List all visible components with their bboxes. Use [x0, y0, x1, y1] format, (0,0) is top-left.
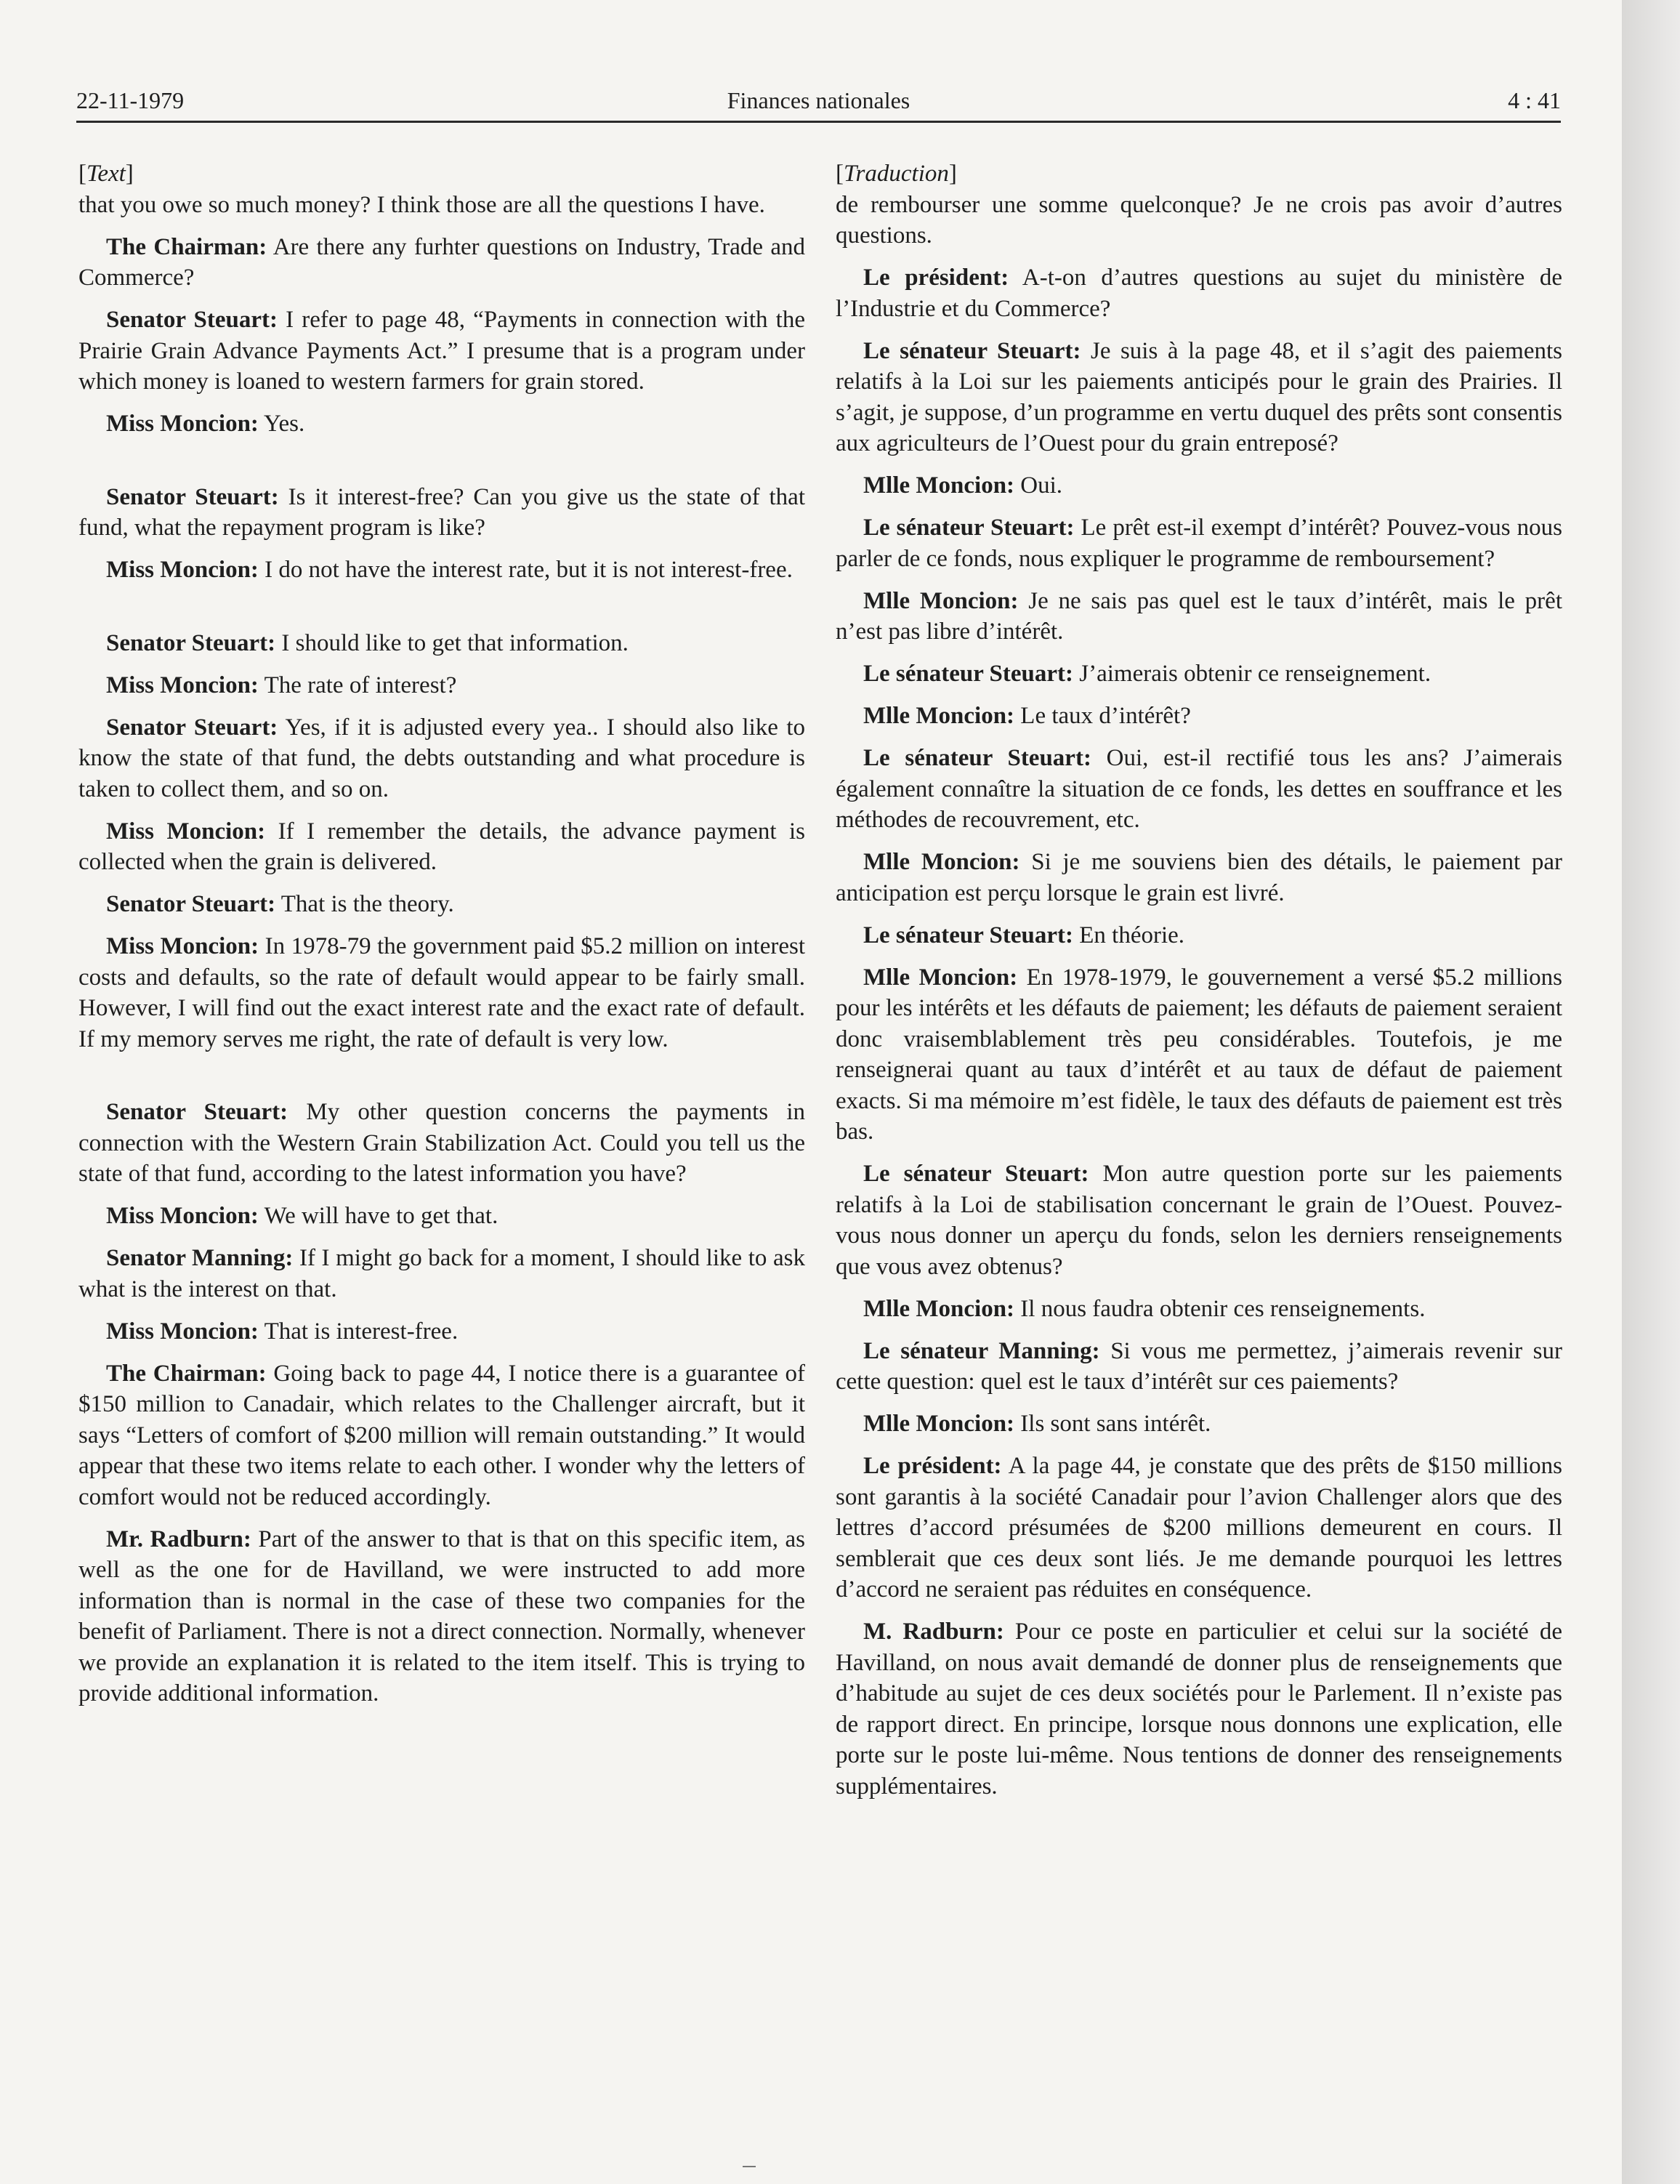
- speaker-name: Mlle Moncion:: [863, 703, 1015, 729]
- paragraph-text: Oui.: [1014, 472, 1063, 499]
- french-paragraph: [836, 1294, 1562, 1325]
- paragraph-text: My other question concerns the payments in connection with the Western Grain Stabilization Act. Could you tell us the state of that fund, according to the latest information you have?: [78, 1099, 805, 1187]
- speaker-name: Miss Moncion:: [106, 818, 266, 845]
- paragraph-text: If I might go back for a moment, I should like to ask what is the interest on that.: [78, 1245, 806, 1302]
- speaker-name: Senator Steuart:: [106, 891, 276, 917]
- french-paragraph: [836, 701, 1562, 732]
- paragraph-text: Le taux d’intérêt?: [1014, 703, 1191, 729]
- french-column: [836, 158, 1562, 1813]
- english-paragraph: [78, 931, 805, 1055]
- speaker-name: Miss Moncion:: [106, 933, 259, 959]
- french-paragraph: [836, 262, 1562, 324]
- speaker-name: Miss Moncion:: [106, 672, 259, 698]
- french-paragraph: [836, 962, 1562, 1148]
- header-page-number: 4 : 41: [1508, 87, 1561, 113]
- paragraph-text: I should like to get that information.: [275, 629, 629, 656]
- speaker-name: Le président:: [863, 265, 1009, 291]
- french-paragraph: [836, 1159, 1562, 1282]
- english-column: [78, 158, 805, 1720]
- english-paragraph: [78, 408, 805, 440]
- paragraph-text: That is the theory.: [275, 891, 454, 917]
- paragraph-text: Il nous faudra obtenir ces renseignements.: [1014, 1295, 1426, 1322]
- speaker-name: The Chairman:: [106, 233, 267, 260]
- english-paragraph: [78, 555, 805, 586]
- french-paragraph: [836, 847, 1562, 908]
- french-paragraph: [836, 743, 1562, 836]
- french-paragraph: [836, 190, 1562, 251]
- speaker-name: Mr. Radburn:: [106, 1526, 251, 1552]
- speaker-name: Le sénateur Steuart:: [863, 661, 1074, 687]
- speaker-name: Mlle Moncion:: [863, 1295, 1015, 1322]
- paragraph-text: That is interest-free.: [258, 1318, 459, 1345]
- speaker-name: Senator Steuart:: [106, 483, 279, 510]
- english-paragraph: [78, 482, 805, 544]
- speaker-name: Le sénateur Steuart:: [863, 745, 1091, 771]
- paragraph-text: Si je me souviens bien des détails, le paiement par anticipation est perçu lorsque le grain est livré.: [836, 849, 1562, 906]
- french-paragraph: [836, 586, 1562, 648]
- header-date: 22-11-1979: [76, 87, 185, 113]
- paragraph-text: Yes, if it is adjusted every yea.. I should also like to know the state of that fund, the debts outstanding and what procedure is taken to collect them, and so on.: [78, 714, 805, 802]
- paragraph-text: J’aimerais obtenir ce renseignement.: [1073, 661, 1431, 687]
- french-paragraph: [836, 1451, 1562, 1605]
- paragraph-text: I refer to page 48, “Payments in connection with the Prairie Grain Advance Payments Act.” I presume that is a program under which money is loaned to western farmers for grain stored.: [78, 307, 805, 395]
- header-title: Finances nationales: [727, 87, 910, 113]
- paragraph-text: I do not have the interest rate, but it is not interest-free.: [258, 557, 793, 583]
- speaker-name: Senator Steuart:: [106, 629, 276, 656]
- english-paragraph: [78, 670, 805, 701]
- paragraph-text: If I remember the details, the advance payment is collected when the grain is delivered.: [78, 818, 805, 875]
- speaker-name: Mlle Moncion:: [863, 964, 1018, 991]
- paragraph-text: Je suis à la page 48, et il s’agit des paiements relatifs à la Loi sur les paiements anticipés pour le grain des Prairies. Il s’agit, je suppose, d’un programme en vertu duquel des prêts sont consentis aux agriculteurs de l’Ouest pour du grain entreposé?: [836, 337, 1562, 456]
- paragraph-text: In 1978-79 the government paid $5.2 million on interest costs and defaults, so the rate of default would appear to be fairly small. However, I will find out the exact interest rate and the exact rate of default. If my memory serves me right, the rate of default is very low.: [78, 933, 805, 1052]
- english-paragraph: [78, 305, 805, 398]
- footer-mark: [743, 2166, 756, 2167]
- english-paragraph: [78, 1201, 805, 1232]
- speaker-name: Mlle Moncion:: [863, 1411, 1015, 1437]
- paragraph-text: Oui, est-il rectifié tous les ans? J’aimerais également connaître la situation de ce fonds, les dettes en souffrance et les méthodes de recouvrement, etc.: [836, 745, 1562, 833]
- speaker-name: Senator Manning:: [106, 1245, 294, 1271]
- english-paragraph: [78, 889, 805, 920]
- french-paragraph: [836, 920, 1562, 951]
- french-paragraph: [836, 336, 1562, 459]
- paragraph-text: Yes.: [258, 411, 305, 437]
- english-column-tag: [Text]: [78, 161, 134, 187]
- speaker-name: Le sénateur Steuart:: [863, 922, 1074, 948]
- speaker-name: Le sénateur Steuart:: [863, 1161, 1089, 1187]
- english-paragraph: [78, 1358, 805, 1513]
- french-column-tag: [Traduction]: [836, 161, 957, 187]
- speaker-name: Le président:: [863, 1453, 1002, 1479]
- english-paragraph: [78, 712, 805, 805]
- speaker-name: Le sénateur Steuart:: [863, 515, 1075, 541]
- speaker-name: Le sénateur Manning:: [863, 1337, 1100, 1364]
- paragraph-text: We will have to get that.: [258, 1203, 498, 1229]
- paragraph-text: Are there any furhter questions on Industry, Trade and Commerce?: [78, 233, 806, 291]
- paragraph-text: de rembourser une somme quelconque? Je ne crois pas avoir d’autres questions.: [836, 191, 1562, 249]
- english-paragraph: [78, 628, 805, 659]
- speaker-name: The Chairman:: [106, 1360, 267, 1387]
- paragraph-text: A la page 44, je constate que des prêts de $150 millions sont garantis à la société Canadair pour l’avion Challenger alors que des lettres d’accord présumées de $200 millions demeurent en cours. Il semblerait que ces deux sont liés. Je me demande pourquoi les lettres d’accord ne seraient pas réduites en conséquence.: [836, 1453, 1562, 1603]
- paragraph-text: En 1978-1979, le gouvernement a versé $5.2 millions pour les intérêts et les défauts de paiement; les défauts de paiement seraient donc vraisemblablement très peu considérables. Toutefois, je me renseignerai quant au taux d’intérêt et au taux de défaut de paiement exacts. Si ma mémoire m’est fidèle, le taux des défauts de paiement est très bas.: [836, 964, 1562, 1145]
- french-paragraph: [836, 1336, 1562, 1398]
- paragraph-text: Mon autre question porte sur les paiements relatifs à la Loi de stabilisation concernant le grain de l’Ouest. Pouvez-vous nous donner un aperçu du fonds, selon les derniers renseignements que vous avez obtenus?: [836, 1161, 1563, 1280]
- speaker-name: Senator Steuart:: [106, 1099, 288, 1125]
- page-edge: [1622, 0, 1680, 2184]
- french-paragraph: [836, 470, 1562, 501]
- paragraph-text: Part of the answer to that is that on this specific item, as well as the one for de Havilland, we were instructed to add more information than is normal in the case of these two companies for the benefit of Parliament. There is not a direct connection. Normally, whenever we provide an explanation it is related to the item itself. This is trying to provide additional information.: [78, 1526, 805, 1706]
- paragraph-text: Je ne sais pas quel est le taux d’intérêt, mais le prêt n’est pas libre d’intérêt.: [836, 587, 1562, 645]
- french-paragraph: [836, 658, 1562, 690]
- paragraph-text: Le prêt est-il exempt d’intérêt? Pouvez-vous nous parler de ce fonds, nous expliquer le programme de remboursement?: [836, 515, 1562, 572]
- paragraph-text: Is it interest-free? Can you give us the state of that fund, what the repayment program is like?: [78, 483, 805, 541]
- paragraph-text: The rate of interest?: [258, 672, 457, 698]
- english-paragraph: [78, 1097, 805, 1190]
- header-rule: [76, 121, 1561, 123]
- english-paragraph: [78, 1316, 805, 1347]
- paragraph-text: Ils sont sans intérêt.: [1014, 1411, 1211, 1437]
- paragraph-text: Going back to page 44, I notice there is a guarantee of $150 million to Canadair, which relates to the Challenger aircraft, but it says “Letters of comfort of $200 million will remain outstanding.” It would appear that these two items relate to each other. I wonder why the letters of comfort would not be reduced accordingly.: [78, 1360, 805, 1510]
- speaker-name: Le sénateur Steuart:: [863, 337, 1081, 364]
- english-paragraph: [78, 190, 805, 221]
- speaker-name: Mlle Moncion:: [863, 849, 1020, 875]
- english-paragraph: [78, 1243, 805, 1305]
- french-paragraph: [836, 1409, 1562, 1440]
- paragraph-text: En théorie.: [1073, 922, 1185, 948]
- french-paragraph: [836, 1616, 1562, 1802]
- speaker-name: Mlle Moncion:: [863, 472, 1015, 499]
- english-paragraph: [78, 1524, 805, 1709]
- speaker-name: Mlle Moncion:: [863, 587, 1019, 614]
- english-paragraph: [78, 232, 805, 294]
- english-paragraph: [78, 816, 805, 878]
- speaker-name: Miss Moncion:: [106, 1203, 259, 1229]
- page-header: [76, 81, 1561, 119]
- speaker-name: M. Radburn:: [863, 1619, 1004, 1645]
- paragraph-text: Pour ce poste en particulier et celui sur la société de Havilland, on nous avait demandé de donner plus de renseignements que d’habitude au sujet de ces deux sociétés pour le Parlement. Il n’existe pas de rapport direct. En principe, lorsque nous donnons une explication, elle porte sur le poste lui-même. Nous tentions de donner des renseignements supplémentaires.: [836, 1619, 1562, 1800]
- paragraph-text: A-t-on d’autres questions au sujet du ministère de l’Industrie et du Commerce?: [836, 265, 1562, 322]
- paragraph-text: Si vous me permettez, j’aimerais revenir sur cette question: quel est le taux d’intérêt sur ces paiements?: [836, 1337, 1562, 1395]
- paragraph-text: that you owe so much money? I think those are all the questions I have.: [78, 191, 765, 218]
- french-paragraph: [836, 512, 1562, 574]
- speaker-name: Miss Moncion:: [106, 557, 259, 583]
- speaker-name: Miss Moncion:: [106, 411, 259, 437]
- speaker-name: Miss Moncion:: [106, 1318, 259, 1345]
- speaker-name: Senator Steuart:: [106, 714, 278, 741]
- speaker-name: Senator Steuart:: [106, 307, 278, 333]
